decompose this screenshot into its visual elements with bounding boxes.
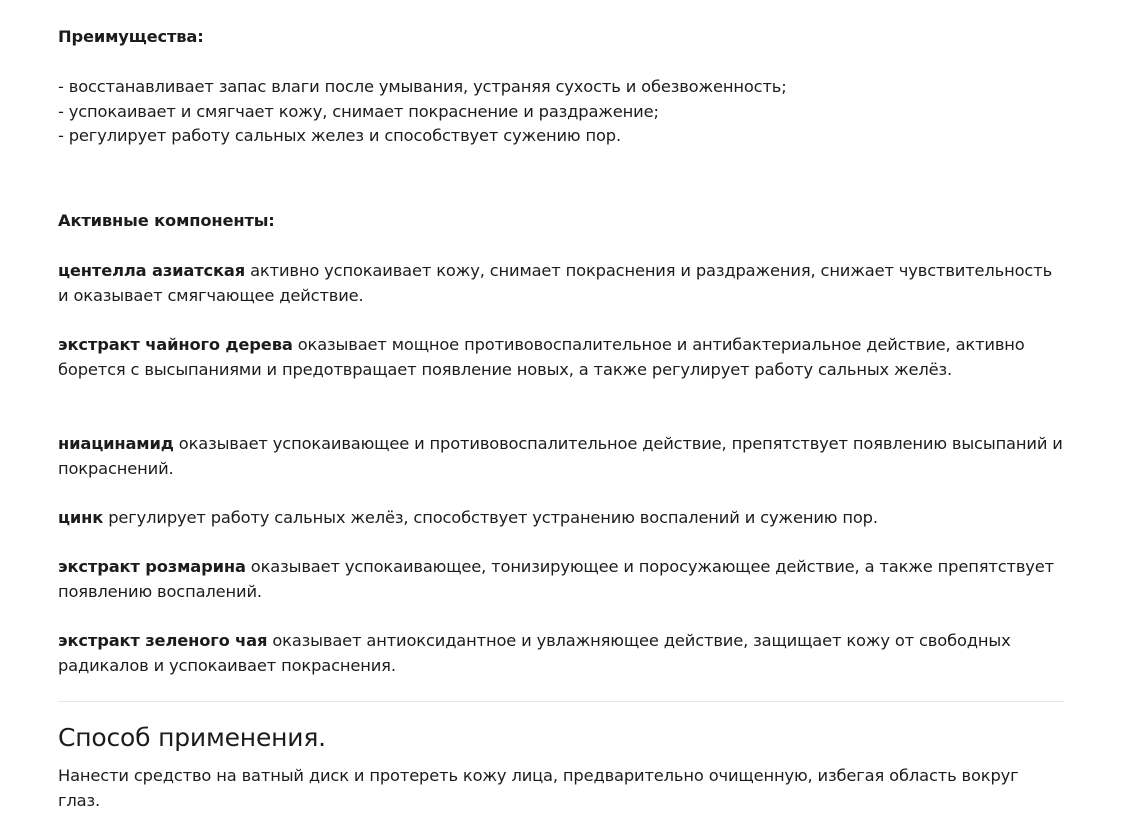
component-tea-tree [58,333,1064,382]
component-description: оказывает мощное противовоспалительное и антибактериальное действие, активно борется с высыпаниями и предотвращает появление новых, а также регулирует работу сальных желёз. [58,335,1025,379]
component-description: регулирует работу сальных желёз, способствует устранению воспалений и сужению пор. [103,508,878,527]
component-name: центелла азиатская [58,261,246,280]
component-green-tea [58,629,1064,678]
active-components-heading: Активные компоненты: [58,211,275,230]
benefits-heading: Преимущества: [58,27,204,46]
section-divider [58,701,1064,702]
component-name: экстракт зеленого чая [58,631,268,650]
usage-text: Нанести средство на ватный диск и протереть кожу лица, предварительно очищенную, избегая область вокруг глаз. [58,766,1019,810]
component-niacinamide [58,432,1064,481]
component-description: оказывает успокаивающее, тонизирующее и поросужающее действие, а также препятствует появлению воспалений. [58,557,1054,601]
component-name: экстракт чайного дерева [58,335,293,354]
component-description: оказывает успокаивающее и противовоспалительное действие, препятствует появлению высыпаний и покраснений. [58,434,1063,478]
component-rosemary [58,555,1064,604]
benefit-item: - восстанавливает запас влаги после умывания, устраняя сухость и обезвоженность; [58,77,787,96]
usage-title: Способ применения. [58,723,326,752]
benefit-item: - успокаивает и смягчает кожу, снимает покраснение и раздражение; [58,101,659,121]
component-name: ниацинамид [58,434,174,453]
component-description: активно успокаивает кожу, снимает покраснения и раздражения, снижает чувствительность и оказывает смягчающее действие. [58,261,1053,305]
component-zinc [58,506,1064,531]
component-name: экстракт розмарина [58,557,246,576]
benefit-item: - регулирует работу сальных желез и способствует сужению пор. [58,126,621,145]
component-name: цинк [58,508,104,527]
component-description: оказывает антиоксидантное и увлажняющее действие, защищает кожу от свободных радикалов и успокаивает покраснения. [58,631,1011,675]
component-centella [58,259,1064,308]
benefits-list [58,75,787,149]
